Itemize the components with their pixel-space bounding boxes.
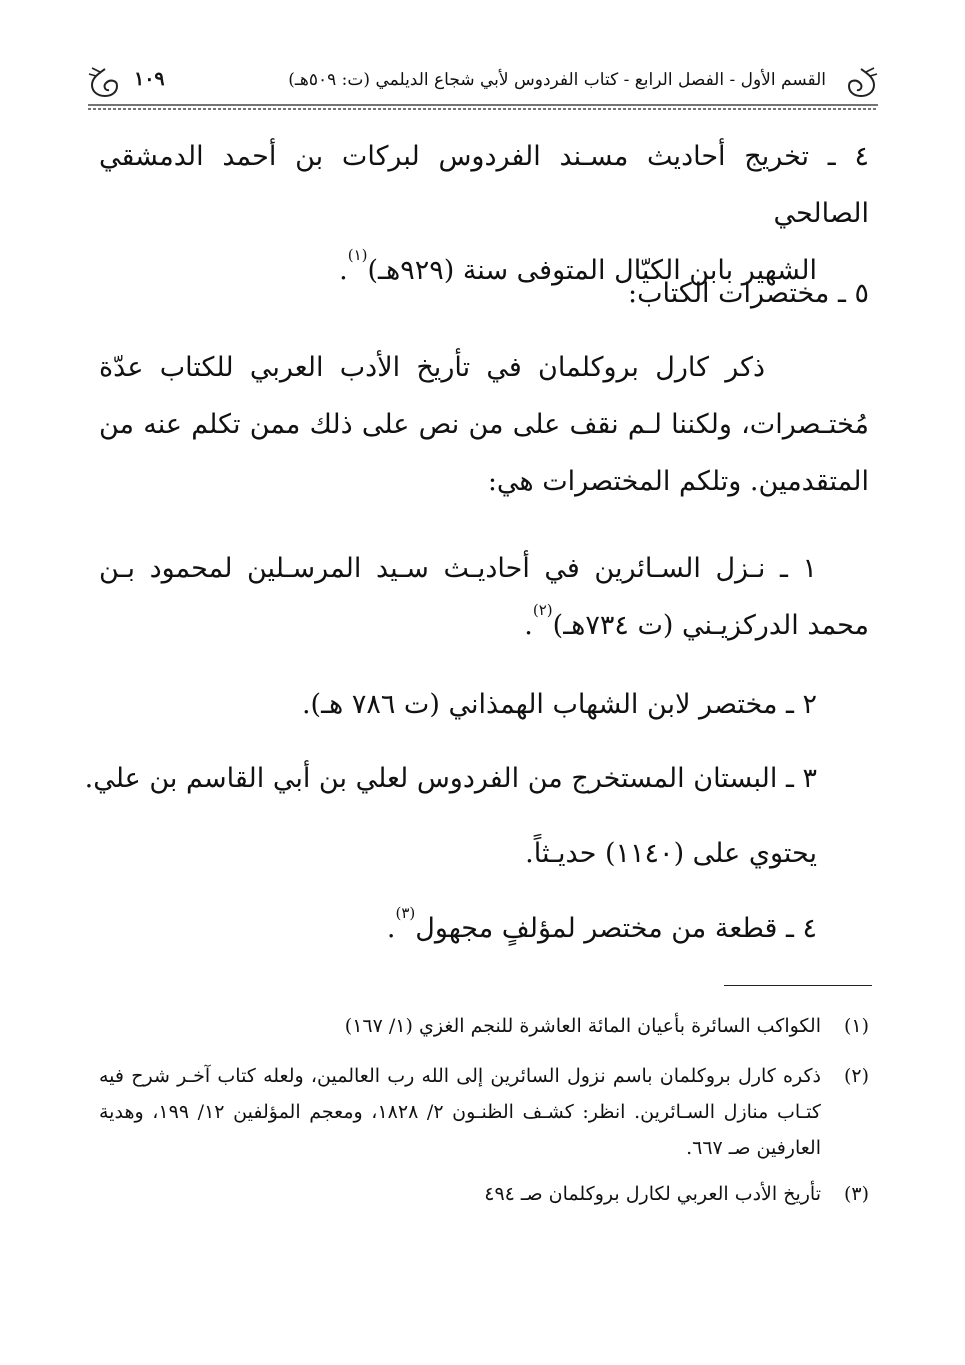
footnote-ref-3[interactable]: (٣) xyxy=(395,904,416,922)
ornament-icon xyxy=(844,66,878,100)
footnote-text: تأريخ الأدب العربي لكارل بروكلمان صـ ٤٩٤ xyxy=(484,1183,821,1205)
list-item-2: ٢ ـ مختصر لابن الشهاب الهمذاني (ت ٧٨٦ هـ). xyxy=(301,689,817,720)
footnote-number: (٣) xyxy=(843,1183,869,1205)
item4-line1: ٤ ـ تخريج أحاديث مسـند الفردوس لبركات بن أحمد الدمشقي الصالحي xyxy=(99,141,869,229)
header-divider xyxy=(88,104,878,110)
footnotes xyxy=(99,1008,869,1212)
footnote-ref-2[interactable]: (٢) xyxy=(532,601,553,619)
footnote-number: (١) xyxy=(843,1015,869,1037)
footnote-1 xyxy=(99,1008,869,1044)
footnote-number: (٢) xyxy=(843,1065,869,1087)
footnote-text: ذكره كارل بروكلمان باسم نزول السائرين إلى الله رب العالمين، ولعله كتاب آخـر شرح فيه كتـاب منازل السـائرين. انظر: كشـف الظنـون ٢/ ١٨٢٨، ومعجم المؤلفين ١٢/ ١٩٩، وهدية العارفين صـ ٦٦٧. xyxy=(99,1065,821,1159)
list-item-4: ٤ ـ قطعة من مختصر لمؤلفٍ مجهول$^{(٣)}$. xyxy=(386,904,817,944)
footnote-separator xyxy=(724,985,872,986)
footnote-text: الكواكب السائرة بأعيان المائة العاشرة للنجم الغزي (١/ ١٦٧) xyxy=(344,1015,821,1037)
footnote-2 xyxy=(99,1058,869,1166)
section-heading: ٥ ـ مختصرات الكتاب: xyxy=(628,278,869,309)
list-item-1: ١ ـ نـزل السـائرين في أحاديـث سـيد المرسـلين لمحمود بـن محمد الدركزيـني (ت ٧٣٤هـ)$^{(٢)}$. xyxy=(99,553,869,641)
ornament-icon xyxy=(88,66,122,100)
page-number: ١٠٩ xyxy=(134,68,165,90)
list-item-3: ٣ ـ البستان المستخرج من الفردوس لعلي بن أبي القاسم بن علي. xyxy=(84,763,817,794)
list-item-3-note: يحتوي على (١١٤٠) حديـثاً. xyxy=(525,838,817,869)
page-header xyxy=(88,62,878,106)
running-title: القسم الأول - الفصل الرابع - كتاب الفردوس لأبي شجاع الديلمي (ت: ٥٠٩هـ) xyxy=(288,70,826,90)
item4-line2: الشهير بابن الكيّال المتوفى سنة (٩٢٩هـ)$^{(١)}$. xyxy=(339,246,817,286)
footnote-ref-1[interactable]: (١) xyxy=(347,246,368,264)
intro-paragraph: ذكر كارل بروكلمان في تأريخ الأدب العربي للكتاب عدّة مُختـصرات، ولكننا لـم نقف على من نص على ذلك ممن تكلم عنه من المتقدمين. وتلكم المختصرات هي: xyxy=(99,352,869,497)
footnote-3 xyxy=(99,1176,869,1212)
